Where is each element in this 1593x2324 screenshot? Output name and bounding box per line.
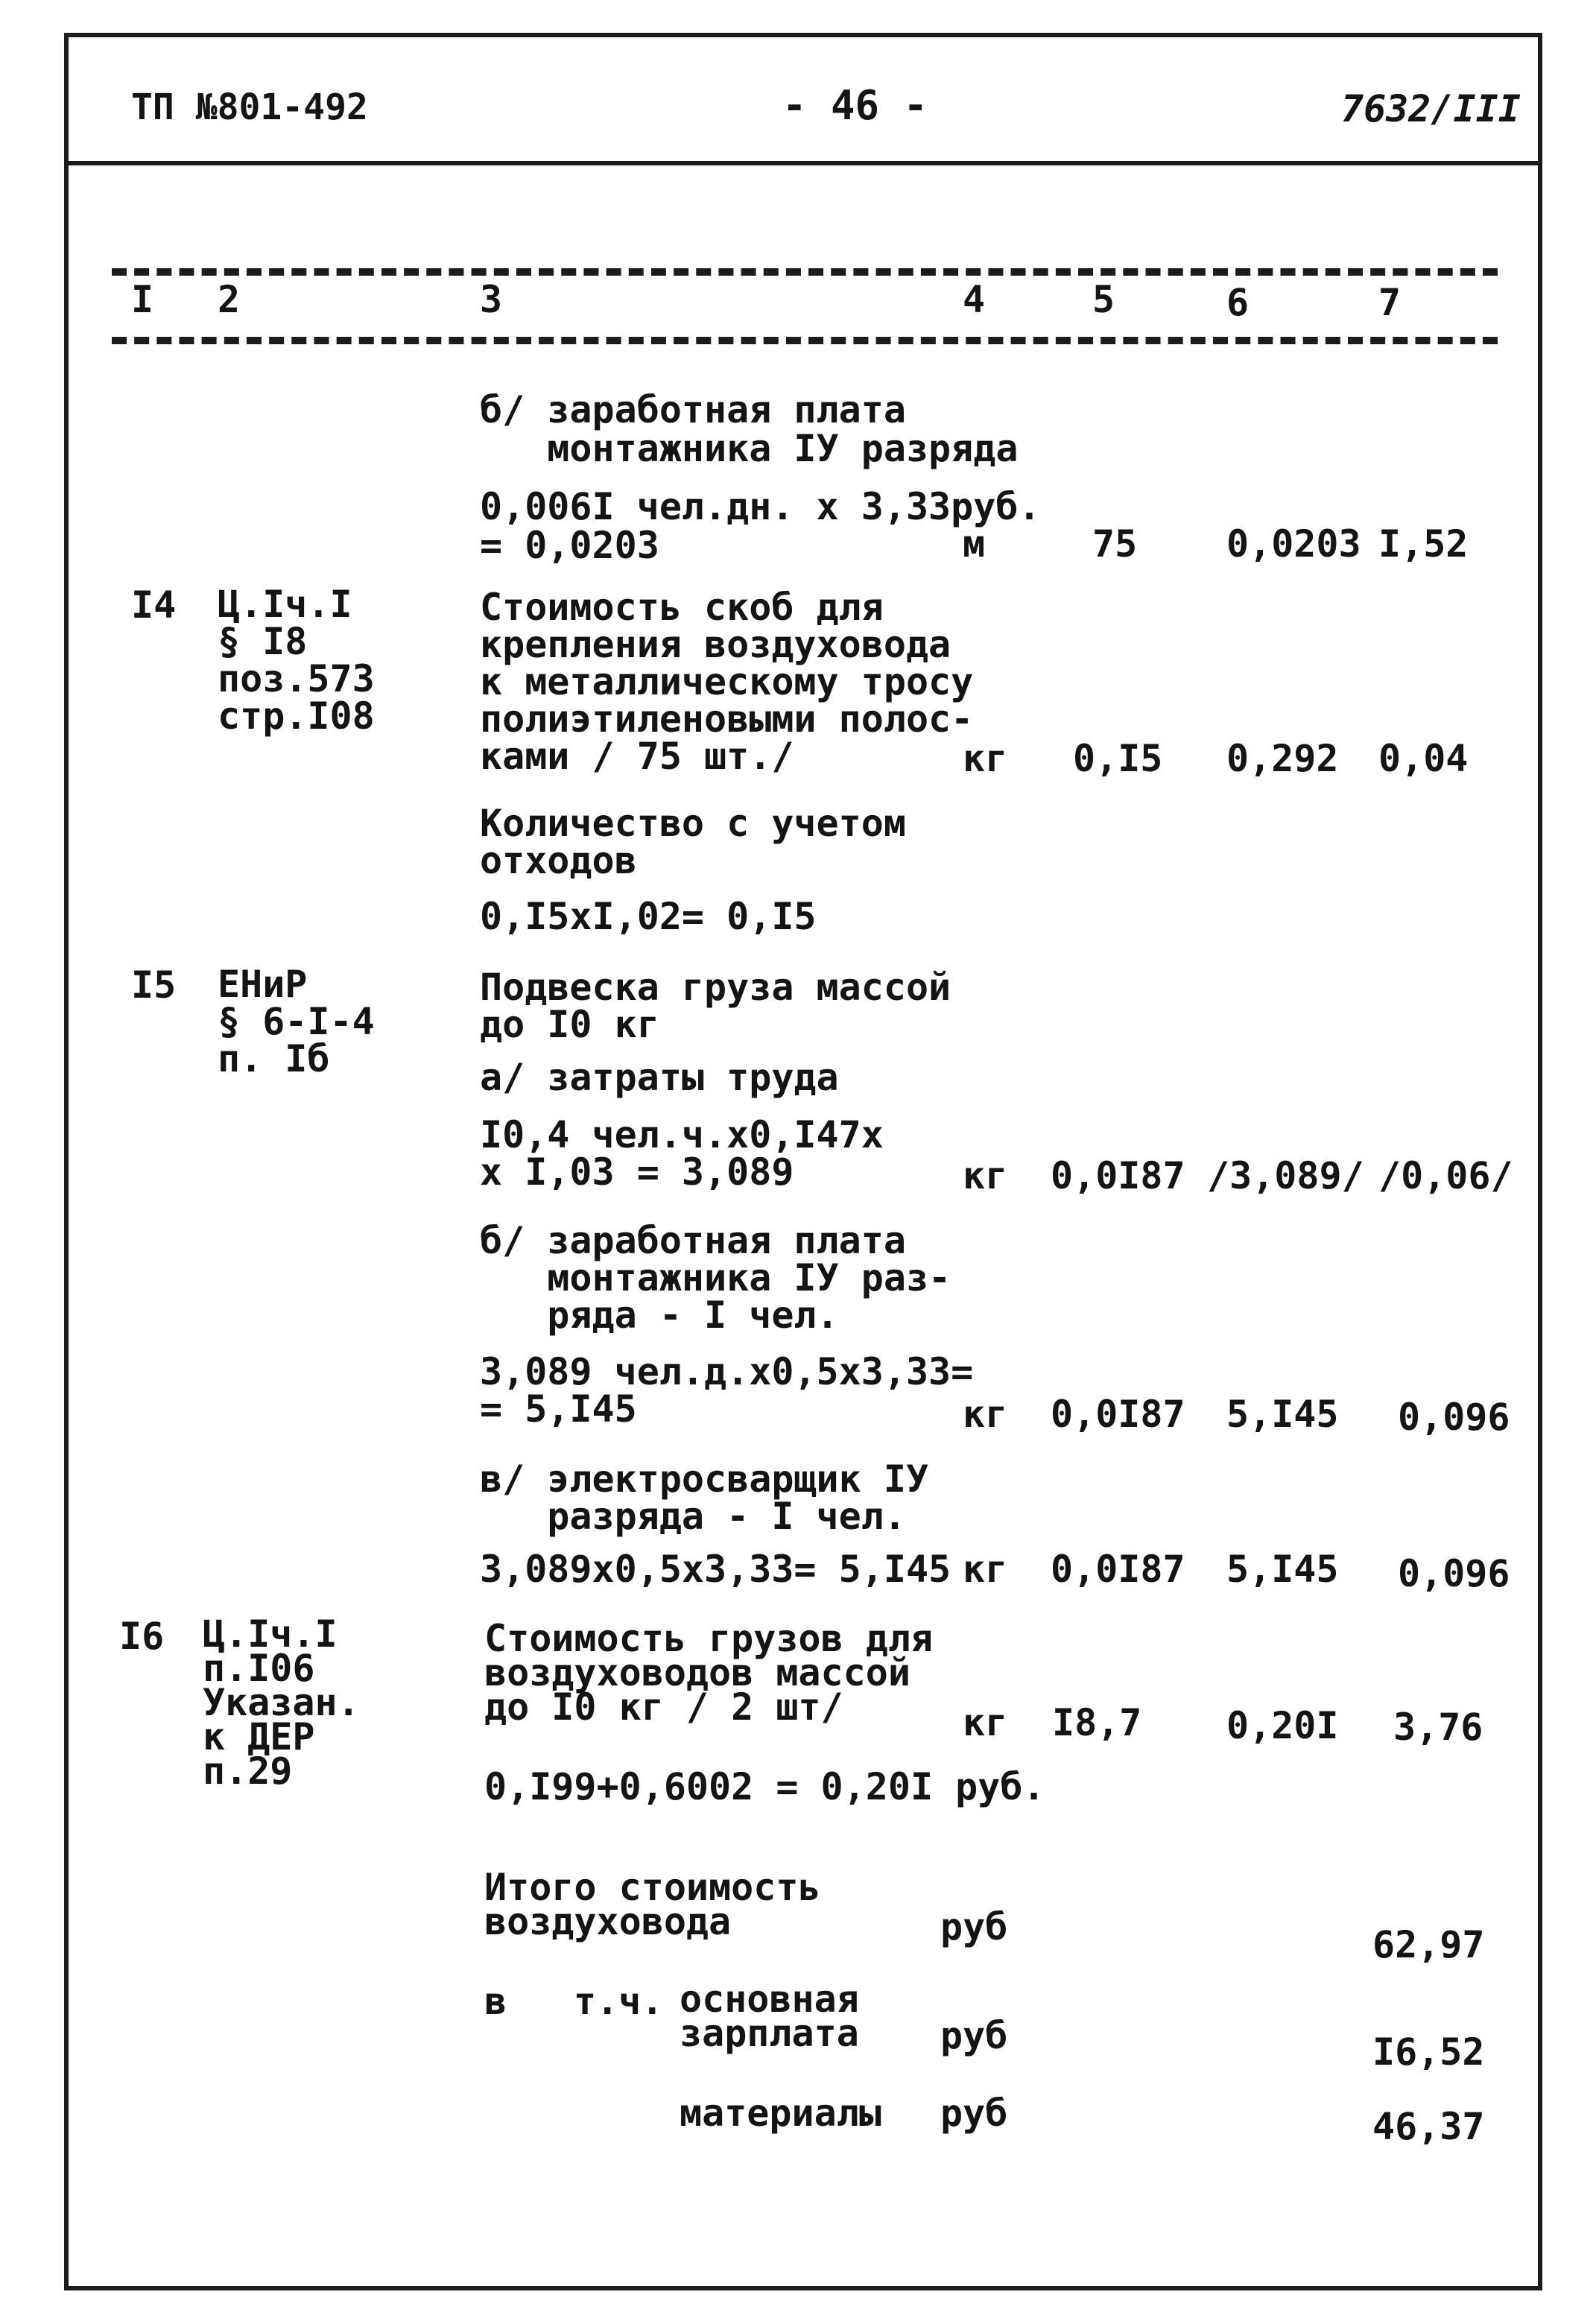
column-header-2: 2 <box>218 278 241 321</box>
salary-installer-qty: 75 <box>1092 522 1138 566</box>
sheet-reference: 7632/III <box>1341 87 1521 130</box>
column-header-top-rule <box>112 268 1498 276</box>
row-15c-title: в/ электросварщик IУ разряда - I чел. <box>480 1457 929 1538</box>
materials-unit: руб <box>940 2092 1008 2135</box>
row-15b-total: 0,096 <box>1398 1396 1510 1439</box>
column-header-5: 5 <box>1092 278 1115 321</box>
column-header-6: 6 <box>1226 281 1250 324</box>
row-16-number: I6 <box>119 1615 165 1658</box>
materials-label: материалы <box>680 2092 881 2135</box>
row-15b-calc: 3,089 чел.д.х0,5х3,33= = 5,I45 <box>480 1350 974 1431</box>
column-header-3: 3 <box>480 278 503 321</box>
row-16-calc: 0,I99+0,6002 = 0,20I руб. <box>484 1765 1045 1808</box>
row-15c-price: 5,I45 <box>1226 1548 1339 1591</box>
row-15c-qty: 0,0I87 <box>1051 1548 1185 1591</box>
row-16-description: Стоимость грузов для воздуховодов массой до I0 кг / 2 шт/ <box>484 1617 934 1729</box>
including-prefix: в <box>484 1980 507 2023</box>
row-15b-qty: 0,0I87 <box>1051 1393 1185 1436</box>
row-15a-unit: кг <box>963 1154 1008 1197</box>
base-salary-unit: руб <box>940 2014 1008 2057</box>
row-15a-title: а/ затраты труда <box>480 1056 839 1099</box>
salary-installer-calc: 0,006I чел.дн. х 3,33руб. = 0,0203 <box>480 485 1041 567</box>
materials-value: 46,37 <box>1372 2105 1485 2148</box>
row-15a-total: /0,06/ <box>1378 1154 1513 1197</box>
column-header-7: 7 <box>1378 281 1402 324</box>
salary-installer-total: I,52 <box>1378 522 1469 566</box>
total-cost-value: 62,97 <box>1372 1923 1485 1966</box>
row-14-qty: 0,I5 <box>1073 737 1163 780</box>
row-14-note: Количество с учетом отходов <box>480 802 906 882</box>
row-16-reference: Ц.Iч.I п.I06 Указан. к ДЕР п.29 <box>203 1612 360 1793</box>
salary-installer-title: б/ заработная плата монтажника IУ разряда <box>480 388 1019 470</box>
base-salary-value: I6,52 <box>1372 2030 1485 2074</box>
total-cost-unit: руб <box>940 1905 1008 1948</box>
row-15a-calc: I0,4 чел.ч.х0,I47х х I,03 = 3,089 <box>480 1113 884 1194</box>
row-15-description: Подвеска груза массой до I0 кг <box>480 966 951 1046</box>
row-16-total: 3,76 <box>1393 1706 1483 1749</box>
including-abbrev: т.ч. <box>574 1980 664 2023</box>
row-15b-unit: кг <box>963 1393 1008 1436</box>
row-16-qty: I8,7 <box>1052 1701 1142 1744</box>
row-14-description: Стоимость скоб для крепления воздуховода к металлическому тросу полиэтиленовыми полос- ками / 75 шт./ <box>480 586 974 778</box>
row-14-calc: 0,I5хI,02= 0,I5 <box>480 895 817 938</box>
salary-installer-price: 0,0203 <box>1226 522 1361 566</box>
row-14-price: 0,292 <box>1226 737 1339 780</box>
row-15b-price: 5,I45 <box>1226 1393 1339 1436</box>
row-15a-price: /3,089/ <box>1207 1154 1364 1197</box>
page-number: - 46 - <box>782 82 928 129</box>
row-16-unit: кг <box>963 1701 1008 1744</box>
total-cost-label: Итого стоимость воздуховода <box>484 1866 821 1943</box>
row-14-number: I4 <box>131 583 177 627</box>
column-header-1: I <box>131 278 154 321</box>
row-15c-calc: 3,089х0,5х3,33= 5,I45 <box>480 1548 951 1591</box>
row-15c-unit: кг <box>963 1548 1008 1591</box>
row-15c-total: 0,096 <box>1398 1552 1510 1595</box>
row-15a-qty: 0,0I87 <box>1051 1154 1185 1197</box>
doc-code: ТП №801-492 <box>131 86 368 128</box>
row-15-reference: ЕНиР § 6-I-4 п. Iб <box>218 963 375 1080</box>
base-salary-label: основная зарплата <box>680 1978 859 2055</box>
row-16-price: 0,20I <box>1226 1704 1339 1747</box>
column-header-4: 4 <box>963 278 986 321</box>
salary-installer-unit: м <box>963 522 986 566</box>
row-15b-title: б/ заработная плата монтажника IУ раз- ряда - I чел. <box>480 1219 951 1337</box>
row-14-unit: кг <box>963 737 1008 780</box>
row-15-number: I5 <box>131 963 177 1007</box>
column-header-bottom-rule <box>112 337 1498 344</box>
row-14-reference: Ц.Iч.I § I8 поз.573 стр.I08 <box>218 583 375 738</box>
header-divider <box>64 161 1542 165</box>
row-14-total: 0,04 <box>1378 737 1469 780</box>
